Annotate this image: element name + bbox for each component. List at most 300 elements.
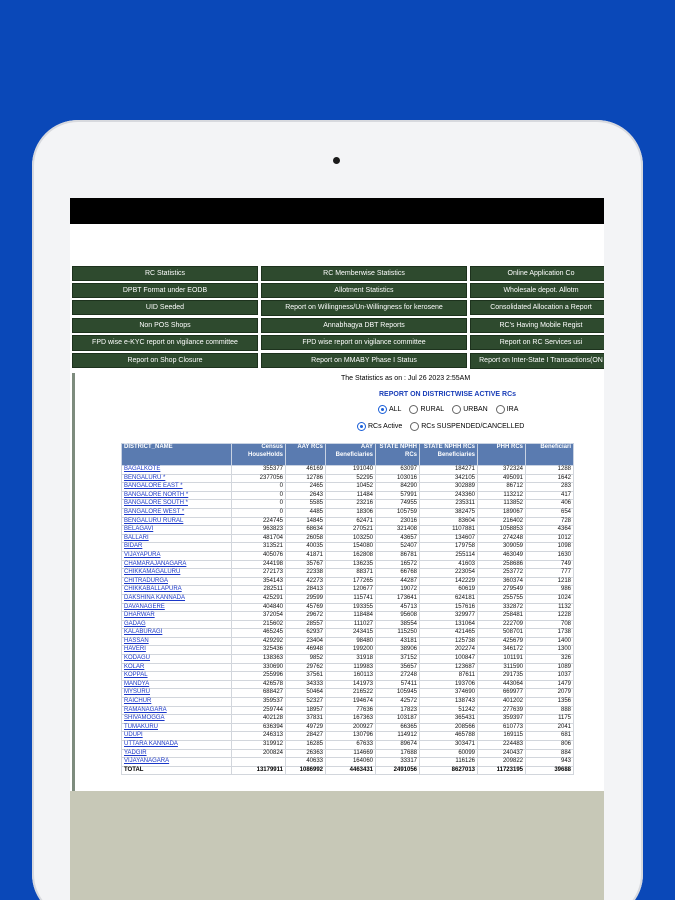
table-cell: 167363 bbox=[326, 715, 376, 724]
table-cell: 209822 bbox=[478, 758, 526, 767]
table-cell: 131064 bbox=[420, 620, 478, 629]
table-cell: 1288 bbox=[526, 466, 574, 475]
radio-urban-indicator[interactable] bbox=[452, 405, 461, 414]
radio-urban-label: URBAN bbox=[463, 406, 488, 413]
table-row bbox=[122, 655, 574, 664]
menu-button-15[interactable]: Report on Shop Closure bbox=[72, 353, 258, 368]
table-cell: 44287 bbox=[376, 577, 420, 586]
table-cell: 88371 bbox=[326, 569, 376, 578]
table-cell: 17823 bbox=[376, 706, 420, 715]
radio-rcs-active-label: RCs Active bbox=[368, 423, 403, 430]
district-link[interactable]: MYSURU bbox=[122, 689, 232, 698]
table-row bbox=[122, 758, 574, 767]
table-total-row bbox=[122, 766, 574, 775]
table-cell: 888 bbox=[526, 706, 574, 715]
table-cell: 66768 bbox=[376, 569, 420, 578]
total-cell: 2491056 bbox=[376, 766, 420, 775]
radio-rural-indicator[interactable] bbox=[409, 405, 418, 414]
table-cell: 365431 bbox=[420, 715, 478, 724]
total-label: TOTAL bbox=[122, 766, 232, 775]
table-cell: 26363 bbox=[286, 749, 326, 758]
table-row bbox=[122, 577, 574, 586]
table-cell: 50464 bbox=[286, 689, 326, 698]
table-cell: 1356 bbox=[526, 698, 574, 707]
district-link[interactable]: DAVANAGERE bbox=[122, 603, 232, 612]
table-cell: 95608 bbox=[376, 612, 420, 621]
menu-button-12[interactable]: FPD wise e-KYC report on vigilance committee bbox=[72, 335, 258, 351]
district-link[interactable]: BANGALORE WEST * bbox=[122, 508, 232, 517]
table-cell: 463049 bbox=[478, 551, 526, 560]
table-cell: 136235 bbox=[326, 560, 376, 569]
table-cell: 1132 bbox=[526, 603, 574, 612]
table-cell: 1218 bbox=[526, 577, 574, 586]
table-cell: 1098 bbox=[526, 543, 574, 552]
column-header-3: AAY Beneficiaries bbox=[326, 444, 376, 466]
table-cell: 303471 bbox=[420, 741, 478, 750]
table-cell: 123687 bbox=[420, 663, 478, 672]
district-link[interactable]: CHIKKABALLAPURA bbox=[122, 586, 232, 595]
district-link[interactable]: HAVERI bbox=[122, 646, 232, 655]
table-cell: 326 bbox=[526, 655, 574, 664]
table-cell: 421465 bbox=[420, 629, 478, 638]
district-link[interactable]: YADGIR bbox=[122, 749, 232, 758]
table-row bbox=[122, 543, 574, 552]
table-cell: 319912 bbox=[232, 741, 286, 750]
table-row bbox=[122, 483, 574, 492]
report-content bbox=[72, 373, 604, 833]
table-cell: 402128 bbox=[232, 715, 286, 724]
table-row bbox=[122, 474, 574, 483]
table-cell: 728 bbox=[526, 517, 574, 526]
page-header-space bbox=[70, 224, 604, 264]
menu-button-2[interactable]: Online Application Co bbox=[470, 266, 604, 281]
table-cell: 2041 bbox=[526, 723, 574, 732]
table-cell: 89674 bbox=[376, 741, 420, 750]
district-link[interactable]: CHITRADURGA bbox=[122, 577, 232, 586]
radio-rcs-active-indicator[interactable] bbox=[357, 422, 366, 431]
table-cell: 142229 bbox=[420, 577, 478, 586]
table-cell: 208566 bbox=[420, 723, 478, 732]
table-cell: 258481 bbox=[478, 612, 526, 621]
district-link[interactable]: BIDAR bbox=[122, 543, 232, 552]
district-link[interactable]: HASSAN bbox=[122, 637, 232, 646]
table-cell: 22338 bbox=[286, 569, 326, 578]
table-cell: 2377056 bbox=[232, 474, 286, 483]
table-row bbox=[122, 646, 574, 655]
table-cell: 425291 bbox=[232, 594, 286, 603]
table-cell: 1738 bbox=[526, 629, 574, 638]
table-row bbox=[122, 586, 574, 595]
table-cell: 98480 bbox=[326, 637, 376, 646]
table-row bbox=[122, 594, 574, 603]
column-header-6: PHH RCs bbox=[478, 444, 526, 466]
menu-button-4[interactable]: Allotment Statistics bbox=[261, 283, 467, 298]
table-cell: 749 bbox=[526, 560, 574, 569]
camera-dot bbox=[333, 157, 340, 164]
district-link[interactable]: GADAG bbox=[122, 620, 232, 629]
table-cell: 141973 bbox=[326, 680, 376, 689]
table-cell: 189067 bbox=[478, 508, 526, 517]
table-cell: 374690 bbox=[420, 689, 478, 698]
table-cell: 193355 bbox=[326, 603, 376, 612]
table-cell: 40633 bbox=[286, 758, 326, 767]
table-cell: 115250 bbox=[376, 629, 420, 638]
table-cell: 215602 bbox=[232, 620, 286, 629]
menu-button-7[interactable]: Report on Willingness/Un-Willingness for kerosene bbox=[261, 300, 467, 316]
menu-button-11[interactable]: RC's Having Mobile Regist bbox=[470, 318, 604, 333]
browser-top-bar bbox=[70, 198, 604, 224]
table-cell: 277639 bbox=[478, 706, 526, 715]
table-cell: 443064 bbox=[478, 680, 526, 689]
table-cell: 943 bbox=[526, 758, 574, 767]
table-cell: 9852 bbox=[286, 655, 326, 664]
table-cell: 154080 bbox=[326, 543, 376, 552]
table-cell: 777 bbox=[526, 569, 574, 578]
table-cell: 0 bbox=[232, 483, 286, 492]
radio-rcs-suspended-indicator[interactable] bbox=[410, 422, 419, 431]
table-row bbox=[122, 534, 574, 543]
table-cell: 62471 bbox=[326, 517, 376, 526]
table-cell: 77636 bbox=[326, 706, 376, 715]
table-row bbox=[122, 560, 574, 569]
table-cell: 291735 bbox=[478, 672, 526, 681]
table-cell: 0 bbox=[232, 508, 286, 517]
radio-all-indicator[interactable] bbox=[378, 405, 387, 414]
district-link[interactable]: UTTARA KANNADA bbox=[122, 741, 232, 750]
table-cell: 111027 bbox=[326, 620, 376, 629]
table-cell: 2465 bbox=[286, 483, 326, 492]
table-cell: 114669 bbox=[326, 749, 376, 758]
table-cell: 173641 bbox=[376, 594, 420, 603]
table-cell: 1089 bbox=[526, 663, 574, 672]
menu-button-9[interactable]: Non POS Shops bbox=[72, 318, 258, 333]
total-cell: 39688 bbox=[526, 766, 574, 775]
table-cell: 325436 bbox=[232, 646, 286, 655]
table-cell: 1630 bbox=[526, 551, 574, 560]
table-cell: 194674 bbox=[326, 698, 376, 707]
table-cell: 37831 bbox=[286, 715, 326, 724]
table-body bbox=[122, 466, 574, 775]
menu-button-8[interactable]: Consolidated Allocation a Report bbox=[470, 300, 604, 315]
table-cell: 18957 bbox=[286, 706, 326, 715]
table-row bbox=[122, 741, 574, 750]
table-cell: 87611 bbox=[420, 672, 478, 681]
table-cell: 255996 bbox=[232, 672, 286, 681]
table-cell: 130796 bbox=[326, 732, 376, 741]
table-row bbox=[122, 500, 574, 509]
table-cell: 359537 bbox=[232, 698, 286, 707]
table-cell: 1024 bbox=[526, 594, 574, 603]
table-cell: 160113 bbox=[326, 672, 376, 681]
district-link[interactable]: SHIVAMOGGA bbox=[122, 715, 232, 724]
table-cell: 495091 bbox=[478, 474, 526, 483]
report-title: REPORT ON DISTRICTWISE ACTIVE RCs bbox=[379, 391, 517, 398]
table-cell: 986 bbox=[526, 586, 574, 595]
table-cell: 46169 bbox=[286, 466, 326, 475]
table-cell: 41603 bbox=[420, 560, 478, 569]
table-cell: 193706 bbox=[420, 680, 478, 689]
table-cell: 11484 bbox=[326, 491, 376, 500]
table-cell: 216402 bbox=[478, 517, 526, 526]
table-cell: 52327 bbox=[286, 698, 326, 707]
table-cell: 101191 bbox=[478, 655, 526, 664]
table-cell: 100847 bbox=[420, 655, 478, 664]
table-row bbox=[122, 663, 574, 672]
district-link[interactable]: RAICHUR bbox=[122, 698, 232, 707]
table-cell: 17688 bbox=[376, 749, 420, 758]
table-cell: 223054 bbox=[420, 569, 478, 578]
table-cell: 669977 bbox=[478, 689, 526, 698]
table-cell: 2643 bbox=[286, 491, 326, 500]
table-cell: 33317 bbox=[376, 758, 420, 767]
district-link[interactable]: BELAGAVI bbox=[122, 526, 232, 535]
column-header-2: AAY RCs bbox=[286, 444, 326, 466]
table-cell: 2079 bbox=[526, 689, 574, 698]
radio-rcs-suspended[interactable] bbox=[410, 422, 524, 431]
table-cell: 45713 bbox=[376, 603, 420, 612]
table-row bbox=[122, 698, 574, 707]
radio-ira-indicator[interactable] bbox=[496, 405, 505, 414]
table-cell: 1058853 bbox=[478, 526, 526, 535]
district-link[interactable]: TUMAKURU bbox=[122, 723, 232, 732]
table-cell: 243415 bbox=[326, 629, 376, 638]
table-cell: 42273 bbox=[286, 577, 326, 586]
table-cell: 28413 bbox=[286, 586, 326, 595]
table-cell: 355377 bbox=[232, 466, 286, 475]
column-header-1: Census HouseHolds bbox=[232, 444, 286, 466]
menu-button-6[interactable]: UID Seeded bbox=[72, 300, 258, 315]
menu-button-1[interactable]: RC Memberwise Statistics bbox=[261, 266, 467, 281]
table-cell: 86712 bbox=[478, 483, 526, 492]
table-row bbox=[122, 629, 574, 638]
menu-button-0[interactable]: RC Statistics bbox=[72, 266, 258, 281]
district-link[interactable]: CHIKKAMAGALURU bbox=[122, 569, 232, 578]
table-cell: 184271 bbox=[420, 466, 478, 475]
radio-ira-label: IRA bbox=[506, 406, 519, 413]
radio-all-label: ALL bbox=[389, 406, 402, 413]
district-link[interactable]: BENGALURU * bbox=[122, 474, 232, 483]
radio-rural[interactable] bbox=[409, 405, 444, 414]
table-cell: 134607 bbox=[420, 534, 478, 543]
table-cell: 27248 bbox=[376, 672, 420, 681]
table-cell: 16285 bbox=[286, 741, 326, 750]
district-link[interactable]: CHAMARAJANAGARA bbox=[122, 560, 232, 569]
table-cell: 114912 bbox=[376, 732, 420, 741]
table-cell: 200824 bbox=[232, 749, 286, 758]
radio-rcs-active[interactable] bbox=[357, 422, 402, 431]
table-cell: 103250 bbox=[326, 534, 376, 543]
table-cell: 18306 bbox=[326, 508, 376, 517]
table-cell: 282511 bbox=[232, 586, 286, 595]
table-cell: 164060 bbox=[326, 758, 376, 767]
table-cell: 35657 bbox=[376, 663, 420, 672]
table-cell: 31918 bbox=[326, 655, 376, 664]
table-cell: 688427 bbox=[232, 689, 286, 698]
table-cell: 52407 bbox=[376, 543, 420, 552]
table-cell: 401202 bbox=[478, 698, 526, 707]
table-cell: 103187 bbox=[376, 715, 420, 724]
table-cell: 426578 bbox=[232, 680, 286, 689]
table-cell: 12786 bbox=[286, 474, 326, 483]
table-cell: 26058 bbox=[286, 534, 326, 543]
table-cell: 14845 bbox=[286, 517, 326, 526]
table-cell: 1400 bbox=[526, 637, 574, 646]
column-header-0: DISTRICT_NAME bbox=[122, 444, 232, 466]
status-filter bbox=[357, 422, 532, 431]
district-link[interactable]: KODAGU bbox=[122, 655, 232, 664]
radio-urban[interactable] bbox=[452, 405, 488, 414]
table-cell: 177265 bbox=[326, 577, 376, 586]
table-cell: 259744 bbox=[232, 706, 286, 715]
table-cell: 806 bbox=[526, 741, 574, 750]
table-cell: 5585 bbox=[286, 500, 326, 509]
total-cell: 4463431 bbox=[326, 766, 376, 775]
district-link[interactable]: BAGALKOTE bbox=[122, 466, 232, 475]
table-cell: 67633 bbox=[326, 741, 376, 750]
menu-button-10[interactable]: Annabhagya DBT Reports bbox=[261, 318, 467, 333]
table-row bbox=[122, 603, 574, 612]
table-cell: 372054 bbox=[232, 612, 286, 621]
table-cell: 105945 bbox=[376, 689, 420, 698]
table-cell: 258686 bbox=[478, 560, 526, 569]
table-cell: 279549 bbox=[478, 586, 526, 595]
table-cell: 162808 bbox=[326, 551, 376, 560]
table-row bbox=[122, 491, 574, 500]
menu-button-13[interactable]: FPD wise report on vigilance committee bbox=[261, 335, 467, 350]
table-cell: 417 bbox=[526, 491, 574, 500]
radio-ira[interactable] bbox=[496, 405, 519, 414]
total-cell: 1086992 bbox=[286, 766, 326, 775]
district-link[interactable]: BALLARI bbox=[122, 534, 232, 543]
table-cell: 40035 bbox=[286, 543, 326, 552]
district-link[interactable]: UDUPI bbox=[122, 732, 232, 741]
table-cell: 1642 bbox=[526, 474, 574, 483]
table-cell: 222709 bbox=[478, 620, 526, 629]
table-cell: 1037 bbox=[526, 672, 574, 681]
table-cell: 23016 bbox=[376, 517, 420, 526]
table-cell: 19072 bbox=[376, 586, 420, 595]
table-cell: 115741 bbox=[326, 594, 376, 603]
table-cell: 23216 bbox=[326, 500, 376, 509]
radio-all[interactable] bbox=[378, 405, 401, 414]
table-cell: 120677 bbox=[326, 586, 376, 595]
table-cell: 23404 bbox=[286, 637, 326, 646]
table-cell bbox=[232, 758, 286, 767]
table-cell: 37152 bbox=[376, 655, 420, 664]
table-cell: 309059 bbox=[478, 543, 526, 552]
device-screen bbox=[70, 198, 604, 900]
table-cell: 138363 bbox=[232, 655, 286, 664]
table-cell: 29762 bbox=[286, 663, 326, 672]
table-cell: 191040 bbox=[326, 466, 376, 475]
table-cell: 405076 bbox=[232, 551, 286, 560]
table-cell: 63097 bbox=[376, 466, 420, 475]
table-cell: 42572 bbox=[376, 698, 420, 707]
table-cell: 1479 bbox=[526, 680, 574, 689]
table-cell: 1107881 bbox=[420, 526, 478, 535]
menu-button-16[interactable]: Report on MMABY Phase I Status bbox=[261, 353, 467, 368]
table-cell: 51242 bbox=[420, 706, 478, 715]
table-cell: 60099 bbox=[420, 749, 478, 758]
district-link[interactable]: BANGALORE SOUTH * bbox=[122, 500, 232, 509]
table-cell: 10452 bbox=[326, 483, 376, 492]
table-cell: 429292 bbox=[232, 637, 286, 646]
table-cell: 246313 bbox=[232, 732, 286, 741]
district-link[interactable]: VIJAYANAGARA bbox=[122, 758, 232, 767]
menu-button-14[interactable]: Report on RC Services usi bbox=[470, 335, 604, 350]
table-cell: 354143 bbox=[232, 577, 286, 586]
table-cell: 708 bbox=[526, 620, 574, 629]
table-row bbox=[122, 612, 574, 621]
table-cell: 1012 bbox=[526, 534, 574, 543]
table-cell: 884 bbox=[526, 749, 574, 758]
table-row bbox=[122, 637, 574, 646]
table-cell: 313521 bbox=[232, 543, 286, 552]
table-cell: 330690 bbox=[232, 663, 286, 672]
statistics-timestamp: The Statistics as on : Jul 26 2023 2:55AM bbox=[341, 375, 471, 382]
table-row bbox=[122, 715, 574, 724]
table-cell: 35767 bbox=[286, 560, 326, 569]
table-cell: 382475 bbox=[420, 508, 478, 517]
table-row bbox=[122, 723, 574, 732]
table-cell: 1228 bbox=[526, 612, 574, 621]
district-link[interactable]: MANDYA bbox=[122, 680, 232, 689]
table-cell: 118484 bbox=[326, 612, 376, 621]
table-cell: 342105 bbox=[420, 474, 478, 483]
district-link[interactable]: BANGALORE NORTH * bbox=[122, 491, 232, 500]
table-row bbox=[122, 689, 574, 698]
district-stats-table bbox=[121, 443, 574, 775]
district-link[interactable]: BANGALORE EAST * bbox=[122, 483, 232, 492]
radio-rcs-suspended-label: RCs SUSPENDED/CANCELLED bbox=[421, 423, 525, 430]
table-cell: 270521 bbox=[326, 526, 376, 535]
table-cell: 16572 bbox=[376, 560, 420, 569]
table-cell: 57991 bbox=[376, 491, 420, 500]
table-row bbox=[122, 526, 574, 535]
district-link[interactable]: KOPPAL bbox=[122, 672, 232, 681]
column-header-4: STATE NPHH RCs bbox=[376, 444, 420, 466]
table-cell: 253772 bbox=[478, 569, 526, 578]
table-cell: 302889 bbox=[420, 483, 478, 492]
menu-button-5[interactable]: Wholesale depot. Allotm bbox=[470, 283, 604, 298]
table-cell: 481704 bbox=[232, 534, 286, 543]
table-cell: 83604 bbox=[420, 517, 478, 526]
table-cell: 28427 bbox=[286, 732, 326, 741]
district-link[interactable]: DAKSHINA KANNADA bbox=[122, 594, 232, 603]
district-link[interactable]: KALABURAGI bbox=[122, 629, 232, 638]
table-cell: 43657 bbox=[376, 534, 420, 543]
table-cell: 681 bbox=[526, 732, 574, 741]
table-cell: 86781 bbox=[376, 551, 420, 560]
table-cell: 624181 bbox=[420, 594, 478, 603]
menu-button-3[interactable]: DPBT Format under EODB bbox=[72, 283, 258, 298]
table-cell: 255755 bbox=[478, 594, 526, 603]
table-cell: 29599 bbox=[286, 594, 326, 603]
district-link[interactable]: RAMANAGARA bbox=[122, 706, 232, 715]
district-link[interactable]: BENGALURU RURAL bbox=[122, 517, 232, 526]
table-cell: 465245 bbox=[232, 629, 286, 638]
table-cell: 49729 bbox=[286, 723, 326, 732]
district-link[interactable]: DHARWAR bbox=[122, 612, 232, 621]
table-cell: 34333 bbox=[286, 680, 326, 689]
district-link[interactable]: KOLAR bbox=[122, 663, 232, 672]
table-cell: 425679 bbox=[478, 637, 526, 646]
table-cell: 74955 bbox=[376, 500, 420, 509]
table-cell: 360374 bbox=[478, 577, 526, 586]
table-cell: 199200 bbox=[326, 646, 376, 655]
district-link[interactable]: VIJAYAPURA bbox=[122, 551, 232, 560]
menu-button-17[interactable]: Report on Inter-State I Transactions(ON bbox=[470, 353, 604, 369]
